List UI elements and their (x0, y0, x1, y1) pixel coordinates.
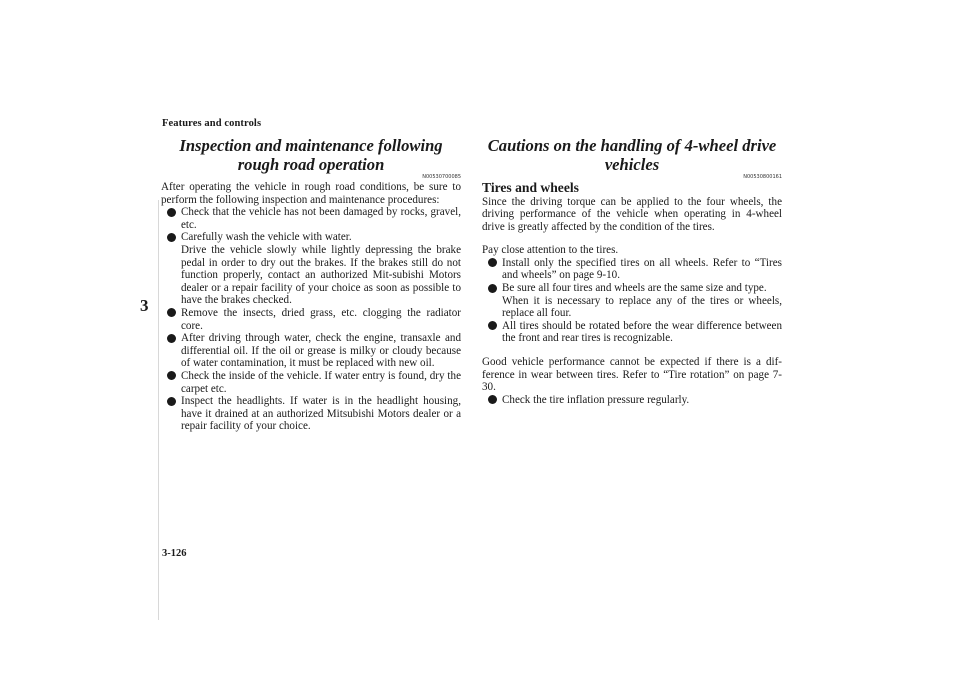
section-code: N00530700085 (422, 174, 461, 180)
list-item-text: All tires should be rotated before the wear difference between the front and rear tires is recognizable. (502, 319, 782, 345)
list-item (484, 394, 782, 407)
list-item-text: Install only the specified tires on all wheels. Refer to “Tires and wheels” on page 9-10. (502, 256, 782, 282)
list-item-text: Carefully wash the vehicle with water. (181, 231, 352, 244)
bullet-icon (167, 208, 176, 217)
bullet-icon (488, 395, 497, 404)
list-item-text: Remove the insects, dried grass, etc. clogging the radiator core. (181, 306, 461, 332)
section-code: N00530800161 (743, 174, 782, 180)
list-item (163, 307, 461, 332)
list-item (484, 257, 782, 282)
list-item (484, 282, 782, 320)
bullet-icon (488, 258, 497, 267)
subsection-title-tires: Tires and wheels (482, 180, 579, 195)
list-item-text: Check that the vehicle has not been damaged by rocks, gravel, etc. (181, 206, 461, 231)
list-item-text: Check the tire inflation pressure regularly. (502, 393, 690, 406)
page-number: 3-126 (162, 548, 187, 559)
right-column (482, 137, 782, 406)
running-header: Features and controls (162, 118, 262, 129)
paragraph-torque: Since the driving torque can be applied to the four wheels, the driving performance of the vehicle when operating in 4-wheel drive is greatly affected by the condition of the tires. (482, 195, 782, 233)
list-item (163, 231, 461, 307)
bullet-icon (167, 233, 176, 242)
list-item-text: Be sure all four tires and wheels are the same size and type. (502, 282, 767, 295)
list-item-text: After driving through water, check the engine, transaxle and differential oil. If the oil or grease is milky or cloudy because of water contamination, it must be replaced with new oil. (181, 332, 461, 370)
chapter-tab-number: 3 (140, 296, 149, 315)
chapter-tab-divider (130, 200, 159, 620)
list-item (163, 206, 461, 231)
section-title-inspection: Inspection and maintenance following rough road operation (179, 136, 443, 174)
bullet-icon (167, 371, 176, 380)
pressure-list (482, 394, 782, 407)
list-item (163, 395, 461, 433)
intro-paragraph: After operating the vehicle in rough road conditions, be sure to perform the following inspection and maintenance procedures: (161, 181, 461, 206)
list-item (484, 320, 782, 345)
paragraph-attention: Pay close attention to the tires. (482, 244, 619, 257)
paragraph-wear: Good vehicle performance cannot be expected if there is a dif-ference in wear between tires. Refer to “Tire rotation” on page 7-30. (482, 356, 782, 394)
bullet-icon (488, 284, 497, 293)
left-column (161, 137, 461, 433)
bullet-icon (167, 308, 176, 317)
bullet-icon (167, 397, 176, 406)
section-title-4wd-cautions: Cautions on the handling of 4-wheel drive vehicles (487, 136, 777, 174)
bullet-icon (488, 321, 497, 330)
list-item (163, 370, 461, 395)
list-item-continuation: Drive the vehicle slowly while lightly depressing the brake pedal in order to dry out the brakes. If the brakes still do not function properly, contact an authorized Mit-subishi Motors dealer or a repair facility of your choice as soon as possible to have the brakes checked. (181, 243, 461, 307)
list-item (163, 332, 461, 370)
list-item-text: Check the inside of the vehicle. If water entry is found, dry the carpet etc. (181, 369, 461, 395)
list-item-text: Inspect the headlights. If water is in the headlight housing, have it drained at an authorized Mitsubishi Motors dealer or a repair facility of your choice. (181, 395, 461, 433)
tires-list (482, 257, 782, 345)
inspection-list (161, 206, 461, 433)
bullet-icon (167, 334, 176, 343)
list-item-continuation: When it is necessary to replace any of the tires or wheels, replace all four. (502, 294, 782, 320)
